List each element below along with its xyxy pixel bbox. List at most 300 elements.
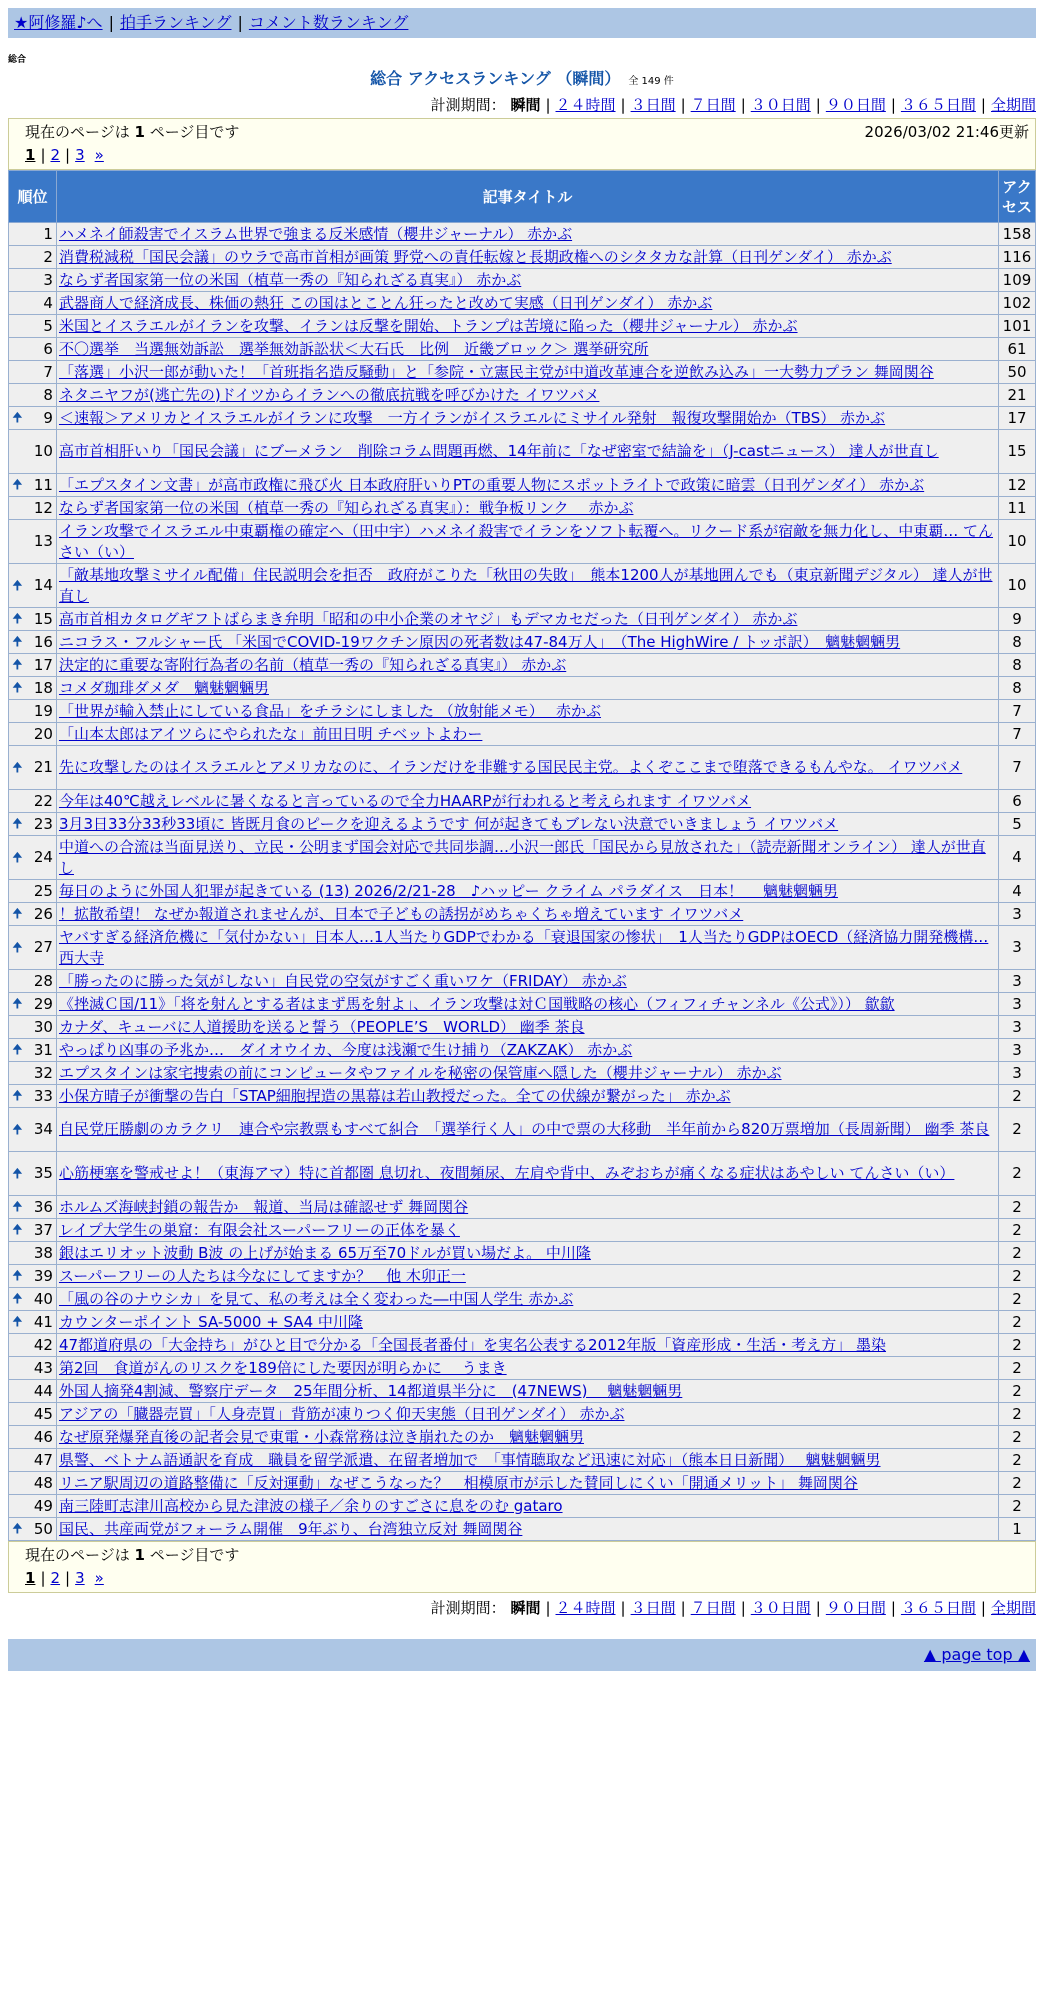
table-row bbox=[9, 1242, 1036, 1265]
page-top-link[interactable]: ▲ page top ▲ bbox=[923, 1645, 1030, 1664]
article-title-link[interactable]: 3月3日33分33秒33頃に 皆既月食のピークを迎えるようです 何が起きてもブレない決意でいきましょう イワツバメ bbox=[58, 814, 839, 833]
table-row bbox=[9, 723, 1036, 746]
pager-link-3[interactable]: 3 bbox=[75, 1569, 85, 1587]
article-title-link[interactable]: ホルムズ海峡封鎖の報告か 報道、当局は確認せず 舞岡関谷 bbox=[58, 1197, 469, 1216]
rank-up-arrow-icon: 🠉 bbox=[12, 634, 23, 650]
article-title-link[interactable]: 国民、共産両党がフォーラム開催 9年ぶり、台湾独立反対 舞岡関谷 bbox=[58, 1519, 523, 1538]
table-row bbox=[9, 836, 1036, 880]
table-row bbox=[9, 1062, 1036, 1085]
title-cell bbox=[56, 1219, 998, 1242]
table-row bbox=[9, 520, 1036, 564]
footer-bar bbox=[8, 1639, 1036, 1671]
article-title-link[interactable]: 47都道府県の「大金持ち」がひと目で分かる「全国長者番付」を実名公表する2012年版「資産形成・生活・考え方」 墨染 bbox=[58, 1335, 887, 1354]
rank-number: 3 bbox=[43, 270, 53, 289]
article-title-link[interactable]: 中道への合流は当面見送り、立民・公明まず国会対応で共同歩調…小沢一郎氏「国民から見放された」（読売新聞オンライン） 達人が世直し bbox=[58, 837, 986, 877]
title-cell bbox=[56, 1449, 998, 1472]
table-row bbox=[9, 246, 1036, 269]
rank-up-arrow-icon: 🠉 bbox=[12, 760, 23, 775]
rank-number: 13 bbox=[33, 532, 53, 550]
rank-number: 34 bbox=[33, 1120, 53, 1138]
table-row bbox=[9, 1085, 1036, 1108]
pager-current: 1 bbox=[25, 146, 36, 164]
table-row bbox=[9, 430, 1036, 474]
article-title-link[interactable]: アジアの「臓器売買」「人身売買」背筋が凍りつく仰天実態（日刊ゲンダイ） 赤かぶ bbox=[58, 1404, 625, 1423]
article-title-link[interactable]: 「世界が輸入禁止にしている食品」をチラシにしました （放射能メモ） 赤かぶ bbox=[58, 701, 602, 720]
rank-number: 24 bbox=[33, 848, 53, 866]
article-title-link[interactable]: ヤバすぎる経済危機に「気付かない」日本人…1人当たりGDPでわかる「衰退国家の惨状」 1人当たりGDPはOECD（経済協力開発機構… 西大寺 bbox=[58, 927, 989, 967]
rank-cell bbox=[9, 1288, 57, 1311]
access-count: 8 bbox=[998, 631, 1035, 654]
rank-cell bbox=[9, 813, 57, 836]
access-count: 9 bbox=[998, 608, 1035, 631]
title-cell bbox=[56, 993, 998, 1016]
access-count: 2 bbox=[998, 1108, 1035, 1152]
table-row bbox=[9, 880, 1036, 903]
table-row bbox=[9, 223, 1036, 246]
access-count: 109 bbox=[998, 269, 1035, 292]
rank-cell bbox=[9, 407, 57, 430]
rank-cell bbox=[9, 1495, 57, 1518]
rank-number: 41 bbox=[33, 1312, 53, 1331]
article-title-link[interactable]: ＜速報＞アメリカとイスラエルがイランに攻撃 一方イランがイスラエルにミサイル発射 報復攻撃開始か（TBS） 赤かぶ bbox=[58, 408, 886, 427]
rank-cell bbox=[9, 1085, 57, 1108]
rank-up-arrow-icon: 🠉 bbox=[12, 1088, 23, 1104]
title-cell bbox=[56, 474, 998, 497]
rank-number: 47 bbox=[33, 1450, 53, 1469]
rank-cell bbox=[9, 1219, 57, 1242]
access-count: 101 bbox=[998, 315, 1035, 338]
rank-cell bbox=[9, 269, 57, 292]
article-title-link[interactable]: 第2回 食道がんのリスクを189倍にした要因が明らかに うまき bbox=[58, 1358, 507, 1377]
table-row bbox=[9, 993, 1036, 1016]
rank-number: 36 bbox=[33, 1197, 53, 1216]
access-count: 2 bbox=[998, 1242, 1035, 1265]
article-title-link[interactable]: 《挫滅Ｃ国/11》「将を射んとする者はまず馬を射よ」、イラン攻撃は対Ｃ国戦略の核心（フィフィチャンネル《公式》）） 歙歙 bbox=[58, 994, 895, 1013]
article-title-link[interactable]: カウンターポイント SA-5000 + SA4 中川隆 bbox=[58, 1312, 363, 1331]
rank-number: 45 bbox=[33, 1404, 53, 1423]
period-link-3d[interactable]: ３日間 bbox=[630, 96, 676, 114]
title-cell bbox=[56, 1196, 998, 1219]
title-cell bbox=[56, 1265, 998, 1288]
rank-cell bbox=[9, 1062, 57, 1085]
access-count: 2 bbox=[998, 1219, 1035, 1242]
rank-number: 27 bbox=[33, 938, 53, 956]
rank-number: 33 bbox=[33, 1086, 53, 1105]
article-title-link[interactable]: 「落選」小沢一郎が動いた！「首班指名造反騒動」と「参院・立憲民主党が中道改革連合を逆飲み込み」一大勢力プラン 舞岡関谷 bbox=[58, 362, 934, 381]
title-cell bbox=[56, 1403, 998, 1426]
table-row bbox=[9, 608, 1036, 631]
rank-number: 18 bbox=[33, 678, 53, 697]
article-title-link[interactable]: やっぱり凶事の予兆か… ダイオウイカ、今度は浅瀬で生け捕り（ZAKZAK） 赤かぶ bbox=[58, 1040, 633, 1059]
table-row bbox=[9, 926, 1036, 970]
table-row bbox=[9, 1152, 1036, 1196]
article-title-link[interactable]: ハメネイ師殺害でイスラム世界で強まる反米感情（櫻井ジャーナル） 赤かぶ bbox=[58, 224, 573, 243]
access-count: 2 bbox=[998, 1334, 1035, 1357]
table-row bbox=[9, 1288, 1036, 1311]
header-rank: 順位 bbox=[9, 171, 57, 223]
access-count: 116 bbox=[998, 246, 1035, 269]
pager-next[interactable]: » bbox=[94, 1569, 104, 1587]
rank-cell bbox=[9, 1152, 57, 1196]
title-cell bbox=[56, 520, 998, 564]
article-title-link[interactable]: エプスタインは家宅捜索の前にコンピュータやファイルを秘密の保管庫へ隠した（櫻井ジャーナル） 赤かぶ bbox=[58, 1063, 782, 1082]
title-cell bbox=[56, 1108, 998, 1152]
article-title-link[interactable]: 先に攻撃したのはイスラエルとアメリカなのに、イランだけを非難する国民民主党。よくぞここまで堕落できるもんやな。 イワツバメ bbox=[58, 758, 963, 776]
top-link-applause-ranking[interactable]: 拍手ランキング bbox=[119, 13, 232, 32]
article-title-link[interactable]: イラン攻撃でイスラエル中東覇権の確定へ（田中宇）ハメネイ殺害でイランをソフト転覆へ。リクード系が宿敵を無力化し、中東覇… てんさい（い） bbox=[58, 521, 993, 561]
article-title-link[interactable]: 消費税減税「国民会議」のウラで高市首相が画策 野党への責任転嫁と長期政権へのシタタカな計算（日刊ゲンダイ） 赤かぶ bbox=[58, 247, 892, 266]
title-cell bbox=[56, 880, 998, 903]
rank-cell bbox=[9, 723, 57, 746]
rank-up-arrow-icon: 🠉 bbox=[12, 1291, 23, 1307]
title-cell bbox=[56, 1152, 998, 1196]
title-cell bbox=[56, 926, 998, 970]
access-count: 7 bbox=[998, 700, 1035, 723]
current-page-text: 現在のページは 1 ページ目です bbox=[25, 1546, 240, 1564]
title-cell bbox=[56, 631, 998, 654]
access-count: 21 bbox=[998, 384, 1035, 407]
article-title-link[interactable]: ならず者国家第一位の米国（植草一秀の『知られざる真実』）：戦争板リンク 赤かぶ bbox=[58, 498, 634, 517]
access-count: 2 bbox=[998, 1357, 1035, 1380]
period-link-90d[interactable]: ９０日間 bbox=[825, 96, 886, 114]
rank-cell bbox=[9, 384, 57, 407]
article-title-link[interactable]: 武器商人で経済成長、株価の熱狂 この国はとことん狂ったと改めて実感（日刊ゲンダイ） 赤かぶ bbox=[58, 293, 713, 312]
period-link-30d[interactable]: ３０日間 bbox=[750, 1599, 811, 1617]
rank-number: 28 bbox=[33, 971, 53, 990]
rank-cell bbox=[9, 631, 57, 654]
access-count: 4 bbox=[998, 880, 1035, 903]
title-cell bbox=[56, 1039, 998, 1062]
rank-number: 35 bbox=[33, 1164, 53, 1182]
rank-up-arrow-icon: 🠉 bbox=[12, 1268, 23, 1284]
rank-cell bbox=[9, 1449, 57, 1472]
article-title-link[interactable]: なぜ原発爆発直後の記者会見で東電・小森常務は泣き崩れたのか 魑魅魍魎男 bbox=[58, 1427, 584, 1446]
rank-up-arrow-icon: 🠉 bbox=[12, 657, 23, 673]
table-row bbox=[9, 384, 1036, 407]
table-row bbox=[9, 474, 1036, 497]
article-title-link[interactable]: 「敵基地攻撃ミサイル配備」住民説明会を拒否 政府がこりた「秋田の失敗」 熊本1200人が基地囲んでも（東京新聞デジタル） 達人が世直し bbox=[58, 565, 993, 605]
rank-number: 29 bbox=[33, 994, 53, 1013]
updated-timestamp: 2026/03/02 21:46更新 bbox=[864, 123, 1029, 141]
period-selector-bottom: 計測期間： 瞬間 | ２４時間 | ３日間 | ７日間 | ３０日間 | ９０日間 | ３６５日間 | 全期間 bbox=[430, 1599, 1036, 1617]
title-cell bbox=[56, 430, 998, 474]
rank-number: 21 bbox=[33, 758, 53, 776]
period-link-24h[interactable]: ２４時間 bbox=[555, 96, 616, 114]
article-title-link[interactable]: 「エプスタイン文書」が高市政権に飛び火 日本政府肝いりPTの重要人物にスポットライトで政策に暗雲（日刊ゲンダイ） 赤かぶ bbox=[58, 475, 925, 494]
title-cell bbox=[56, 1495, 998, 1518]
period-link-90d[interactable]: ９０日間 bbox=[825, 1599, 886, 1617]
rank-number: 17 bbox=[33, 655, 53, 674]
article-title-link[interactable]: 南三陸町志津川高校から見た津波の様子／余りのすごさに息をのむ gataro bbox=[58, 1496, 563, 1515]
table-row bbox=[9, 269, 1036, 292]
article-title-link[interactable]: リニア駅周辺の道路整備に「反対運動」なぜこうなった？ 相模原市が示した賛同しにくい「開通メリット」 舞岡関谷 bbox=[58, 1473, 858, 1492]
pager-top: 現在のページは 1 ページ目です 2026/03/02 21:46更新 1 | 2 | 3 » bbox=[8, 118, 1036, 170]
table-row bbox=[9, 338, 1036, 361]
rank-number: 7 bbox=[43, 362, 53, 381]
rank-cell bbox=[9, 790, 57, 813]
access-count: 2 bbox=[998, 1288, 1035, 1311]
table-row bbox=[9, 654, 1036, 677]
period-link-365d[interactable]: ３６５日間 bbox=[900, 96, 976, 114]
title-cell bbox=[56, 723, 998, 746]
rank-cell bbox=[9, 677, 57, 700]
rank-cell bbox=[9, 1334, 57, 1357]
period-selector-top: 計測期間： 瞬間 | ２４時間 | ３日間 | ７日間 | ３０日間 | ９０日間 | ３６５日間 | 全期間 bbox=[430, 96, 1036, 114]
article-title-link[interactable]: コメダ珈琲ダメダ 魑魅魍魎男 bbox=[58, 678, 269, 697]
access-count: 6 bbox=[998, 790, 1035, 813]
access-count: 3 bbox=[998, 970, 1035, 993]
rank-up-arrow-icon: 🠉 bbox=[12, 1199, 23, 1215]
article-title-link[interactable]: ならず者国家第一位の米国（植草一秀の『知られざる真実』） 赤かぶ bbox=[58, 270, 522, 289]
rank-cell bbox=[9, 315, 57, 338]
rank-number: 31 bbox=[33, 1040, 53, 1059]
access-count: 61 bbox=[998, 338, 1035, 361]
table-row bbox=[9, 1357, 1036, 1380]
rank-up-arrow-icon: 🠉 bbox=[12, 1222, 23, 1238]
rank-up-arrow-icon: 🠉 bbox=[12, 410, 23, 426]
title-cell bbox=[56, 608, 998, 631]
rank-cell bbox=[9, 1039, 57, 1062]
current-page-text: 現在のページは 1 ページ目です bbox=[25, 123, 240, 141]
period-link-3d[interactable]: ３日間 bbox=[630, 1599, 676, 1617]
title-cell bbox=[56, 700, 998, 723]
title-cell bbox=[56, 223, 998, 246]
total-count: 全 149 件 bbox=[628, 76, 674, 87]
table-row bbox=[9, 292, 1036, 315]
rank-up-arrow-icon: 🠉 bbox=[12, 1314, 23, 1330]
table-row bbox=[9, 497, 1036, 520]
table-row bbox=[9, 1449, 1036, 1472]
title-cell bbox=[56, 654, 998, 677]
article-title-link[interactable]: レイプ大学生の巣窟：有限会社スーパーフリーの正体を暴く bbox=[58, 1220, 460, 1239]
article-title-link[interactable]: 銀はエリオット波動 B波 の上げが始まる 65万至70ドルが買い場だよ。 中川隆 bbox=[58, 1243, 591, 1262]
article-title-link[interactable]: 不〇選挙 当選無効訴訟 選挙無効訴訟状＜大石氏 比例 近畿ブロック＞ 選挙研究所 bbox=[58, 339, 649, 358]
rank-number: 19 bbox=[33, 701, 53, 720]
article-title-link[interactable]: 今年は40℃越えレベルに暑くなると言っているので全力HAARPが行われると考えられます イワツバメ bbox=[58, 791, 752, 810]
rank-number: 48 bbox=[33, 1473, 53, 1492]
title-cell bbox=[56, 836, 998, 880]
rank-up-arrow-icon: 🠉 bbox=[12, 940, 23, 955]
article-title-link[interactable]: カナダ、キューバに人道援助を送ると誓う（PEOPLE’S WORLD） 幽季 茶良 bbox=[58, 1017, 585, 1036]
table-row bbox=[9, 813, 1036, 836]
rank-cell bbox=[9, 608, 57, 631]
rank-number: 23 bbox=[33, 814, 53, 833]
article-title-link[interactable]: 県警、ベトナム語通訳を育成 職員を留学派遣、在留者増加で 「事情聴取など迅速に対応」（熊本日日新聞） 魑魅魍魎男 bbox=[58, 1450, 881, 1469]
access-count: 10 bbox=[998, 520, 1035, 564]
period-link-24h[interactable]: ２４時間 bbox=[555, 1599, 616, 1617]
rank-number: 25 bbox=[33, 881, 53, 900]
access-count: 2 bbox=[998, 1152, 1035, 1196]
title-cell bbox=[56, 1062, 998, 1085]
title-cell bbox=[56, 338, 998, 361]
pager-bottom: 現在のページは 1 ページ目です 1 | 2 | 3 » bbox=[8, 1541, 1036, 1593]
article-title-link[interactable]: 自民党圧勝劇のカラクリ 連合や宗教票もすべて糾合 「選挙行く人」の中で票の大移動 半年前から820万票増加（長周新聞） 幽季 茶良 bbox=[58, 1120, 990, 1138]
rank-up-arrow-icon: 🠉 bbox=[12, 1521, 23, 1537]
article-title-link[interactable]: 外国人摘発4割減、警察庁データ 25年間分析、14都道県半分に (47NEWS) 魑魅魍魎男 bbox=[58, 1381, 683, 1400]
article-title-link[interactable]: ニコラス・フルシャー氏 「米国でCOVID-19ワクチン原因の死者数は47-84万人」 （The HighWire / トッポ訳） 魑魅魍魎男 bbox=[58, 632, 901, 651]
title-cell bbox=[56, 1334, 998, 1357]
access-count: 12 bbox=[998, 474, 1035, 497]
period-link-all[interactable]: 全期間 bbox=[990, 1599, 1036, 1617]
rank-cell bbox=[9, 1403, 57, 1426]
rank-cell bbox=[9, 520, 57, 564]
rank-number: 43 bbox=[33, 1358, 53, 1377]
table-row bbox=[9, 1016, 1036, 1039]
rank-cell bbox=[9, 361, 57, 384]
rank-number: 8 bbox=[43, 385, 53, 404]
access-count: 2 bbox=[998, 1449, 1035, 1472]
title-cell bbox=[56, 970, 998, 993]
separator: | bbox=[237, 13, 243, 32]
rank-cell bbox=[9, 654, 57, 677]
rank-number: 5 bbox=[43, 316, 53, 335]
article-title-link[interactable]: 高市首相カタログギフトばらまき弁明「昭和の中小企業のオヤジ」もデマカセだった（日刊ゲンダイ） 赤かぶ bbox=[58, 609, 798, 628]
table-row bbox=[9, 1108, 1036, 1152]
table-row bbox=[9, 903, 1036, 926]
article-title-link[interactable]: 米国とイスラエルがイランを攻撃、イランは反撃を開始、トランプは苦境に陥った（櫻井ジャーナル） 赤かぶ bbox=[58, 316, 798, 335]
rank-cell bbox=[9, 1196, 57, 1219]
rank-number: 49 bbox=[33, 1496, 53, 1515]
title-cell bbox=[56, 1426, 998, 1449]
title-cell bbox=[56, 1242, 998, 1265]
access-count: 3 bbox=[998, 1016, 1035, 1039]
rank-number: 6 bbox=[43, 339, 53, 358]
rank-cell bbox=[9, 292, 57, 315]
article-title-link[interactable]: 決定的に重要な寄附行為者の名前（植草一秀の『知られざる真実』） 赤かぶ bbox=[58, 655, 567, 674]
title-cell bbox=[56, 790, 998, 813]
access-count: 4 bbox=[998, 836, 1035, 880]
rank-number: 4 bbox=[43, 293, 53, 312]
access-count: 3 bbox=[998, 1062, 1035, 1085]
period-link-365d[interactable]: ３６５日間 bbox=[900, 1599, 976, 1617]
rank-up-arrow-icon: 🠉 bbox=[12, 816, 23, 832]
header-access: アクセス bbox=[998, 171, 1035, 223]
article-title-link[interactable]: 小保方晴子が衝撃の告白「STAP細胞捏造の黒幕は若山教授だった。全ての伏線が繋がった」 赤かぶ bbox=[58, 1086, 731, 1105]
article-title-link[interactable]: 「勝ったのに勝った気がしない」自民党の空気がすごく重いワケ（FRIDAY） 赤かぶ bbox=[58, 971, 627, 990]
rank-cell bbox=[9, 880, 57, 903]
pager-link-2[interactable]: 2 bbox=[50, 1569, 61, 1587]
rank-number: 1 bbox=[43, 224, 53, 243]
rank-cell bbox=[9, 430, 57, 474]
access-count: 2 bbox=[998, 1265, 1035, 1288]
table-row bbox=[9, 677, 1036, 700]
title-cell bbox=[56, 384, 998, 407]
title-cell bbox=[56, 1357, 998, 1380]
rank-number: 38 bbox=[33, 1243, 53, 1262]
table-row bbox=[9, 746, 1036, 790]
table-header-row bbox=[9, 171, 1036, 223]
article-title-link[interactable]: 高市首相肝いり「国民会議」にブーメラン 削除コラム問題再燃、14年前に「なぜ密室で結論を」（J-castニュース） 達人が世直し bbox=[58, 442, 939, 460]
title-cell bbox=[56, 1518, 998, 1541]
title-cell bbox=[56, 746, 998, 790]
ranking-table bbox=[8, 170, 1036, 1541]
period-link-all[interactable]: 全期間 bbox=[990, 96, 1036, 114]
top-link-comment-ranking[interactable]: コメント数ランキング bbox=[248, 13, 409, 32]
access-count: 5 bbox=[998, 813, 1035, 836]
rank-number: 30 bbox=[33, 1017, 53, 1036]
pager-next[interactable]: » bbox=[94, 146, 104, 164]
title-cell bbox=[56, 246, 998, 269]
rank-cell bbox=[9, 903, 57, 926]
rank-cell bbox=[9, 474, 57, 497]
rank-number: 44 bbox=[33, 1381, 53, 1400]
access-count: 3 bbox=[998, 903, 1035, 926]
rank-cell bbox=[9, 338, 57, 361]
title-cell bbox=[56, 1472, 998, 1495]
title-cell bbox=[56, 903, 998, 926]
pager-link-3[interactable]: 3 bbox=[75, 146, 85, 164]
access-count: 1 bbox=[998, 1518, 1035, 1541]
access-count: 8 bbox=[998, 654, 1035, 677]
pager-current: 1 bbox=[25, 1569, 36, 1587]
rank-cell bbox=[9, 1357, 57, 1380]
period-link-7d[interactable]: ７日間 bbox=[690, 1599, 736, 1617]
title-cell bbox=[56, 1016, 998, 1039]
access-count: 10 bbox=[998, 564, 1035, 608]
header-title: 記事タイトル bbox=[56, 171, 998, 223]
rank-number: 50 bbox=[33, 1519, 53, 1538]
pager-link-2[interactable]: 2 bbox=[50, 146, 61, 164]
article-title-link[interactable]: 毎日のように外国人犯罪が起きている (13) 2026/2/21-28 ♪ハッピー クライム パラダイス 日本！ 魑魅魍魎男 bbox=[58, 881, 838, 900]
rank-up-arrow-icon: 🠉 bbox=[12, 996, 23, 1012]
table-row bbox=[9, 1334, 1036, 1357]
separator: | bbox=[108, 13, 114, 32]
category-label: 総合 bbox=[8, 55, 27, 65]
access-count: 2 bbox=[998, 1085, 1035, 1108]
rank-up-arrow-icon: 🠉 bbox=[12, 906, 23, 922]
rank-up-arrow-icon: 🠉 bbox=[12, 1042, 23, 1058]
title-cell bbox=[56, 1288, 998, 1311]
access-count: 2 bbox=[998, 1380, 1035, 1403]
access-count: 2 bbox=[998, 1196, 1035, 1219]
rank-cell bbox=[9, 1472, 57, 1495]
article-title-link[interactable]: スーパーフリーの人たちは今なにしてますか？ 他 木卯正一 bbox=[58, 1266, 466, 1285]
access-count: 2 bbox=[998, 1311, 1035, 1334]
period-label: 計測期間： bbox=[430, 96, 506, 114]
period-current: 瞬間 bbox=[510, 96, 541, 114]
table-row bbox=[9, 361, 1036, 384]
article-title-link[interactable]: 「山本太郎はアイツらにやられたな」前田日明 チベットよわー bbox=[58, 724, 483, 743]
article-title-link[interactable]: ネタニヤフが(逃亡先の)ドイツからイランへの徹底抗戦を呼びかけた イワツバメ bbox=[58, 385, 600, 404]
rank-cell bbox=[9, 1108, 57, 1152]
rank-cell bbox=[9, 970, 57, 993]
top-link-asyura[interactable]: ★阿修羅♪へ bbox=[14, 13, 103, 32]
rank-number: 39 bbox=[33, 1266, 53, 1285]
article-title-link[interactable]: 心筋梗塞を警戒せよ！（東海アマ）特に首都圏 息切れ、夜間頻尿、左肩や背中、みぞおちが痛くなる症状はあやしい てんさい（い） bbox=[58, 1164, 955, 1182]
table-row bbox=[9, 1380, 1036, 1403]
rank-number: 40 bbox=[33, 1289, 53, 1308]
rank-number: 9 bbox=[43, 408, 53, 427]
ranking-title-row bbox=[0, 68, 1044, 90]
title-cell bbox=[56, 564, 998, 608]
table-row bbox=[9, 790, 1036, 813]
article-title-link[interactable]: 「風の谷のナウシカ」を見て、私の考えは全く変わった―中国人学生 赤かぶ bbox=[58, 1289, 574, 1308]
rank-cell bbox=[9, 1242, 57, 1265]
access-count: 50 bbox=[998, 361, 1035, 384]
rank-up-arrow-icon: 🠉 bbox=[12, 578, 23, 593]
period-link-30d[interactable]: ３０日間 bbox=[750, 96, 811, 114]
rank-cell bbox=[9, 926, 57, 970]
rank-number: 12 bbox=[33, 498, 53, 517]
period-link-7d[interactable]: ７日間 bbox=[690, 96, 736, 114]
table-row bbox=[9, 1039, 1036, 1062]
article-title-link[interactable]: ！拡散希望！ なぜか報道されませんが、日本で子どもの誘拐がめちゃくちゃ増えています イワツバメ bbox=[58, 904, 744, 923]
rank-cell bbox=[9, 1518, 57, 1541]
rank-number: 16 bbox=[33, 632, 53, 651]
title-cell bbox=[56, 1380, 998, 1403]
period-current: 瞬間 bbox=[510, 1599, 541, 1617]
table-row bbox=[9, 1426, 1036, 1449]
